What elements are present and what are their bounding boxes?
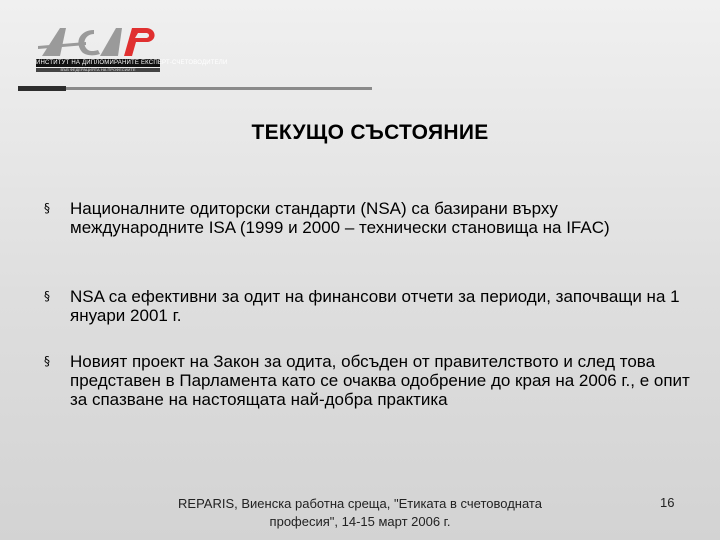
bullet-text: Новият проект на Закон за одита, обсъден от правителството и след това представен в Парламента като се очаква одобрение до края на 2006 г., е опит за спазване на настоящата най-добра практика [70, 352, 690, 409]
bullet-item [44, 352, 694, 409]
header-rule-thick [18, 86, 66, 91]
bullet-item [44, 199, 694, 237]
bullet-text: Националните одиторски стандарти (NSA) са базирани върху международните ISA (1999 и 2000 – технически становища на IFAC) [70, 199, 610, 237]
logo-subcaption: ВЪВ ФЕДЕРАЦИЯТА НА ПРОФЕСИИТЕ [36, 68, 160, 72]
bullet-marker: § [44, 201, 50, 215]
slide-title: ТЕКУЩО СЪСТОЯНИЕ [251, 121, 489, 144]
acap-logo-mark [34, 22, 164, 58]
header-rule [18, 86, 372, 92]
bullet-marker: § [44, 289, 50, 303]
page-number: 16 [660, 495, 675, 510]
logo-caption: ИНСТИТУТ НА ДИПЛОМИРАНИТЕ ЕКСПЕРТ-СЧЕТОВОДИТЕЛИ [36, 60, 228, 66]
header-rule-thin [66, 87, 372, 90]
bullet-item [44, 287, 694, 325]
bullet-marker: § [44, 354, 50, 368]
bullet-text: NSA са ефективни за одит на финансови отчети за периоди, започващи на 1 януари 2001 г. [70, 287, 680, 325]
footer-text: REPARIS, Виенска работна среща, "Етиката в счетоводната професия", 14-15 март 2006 г. [178, 496, 542, 529]
logo [34, 22, 228, 72]
